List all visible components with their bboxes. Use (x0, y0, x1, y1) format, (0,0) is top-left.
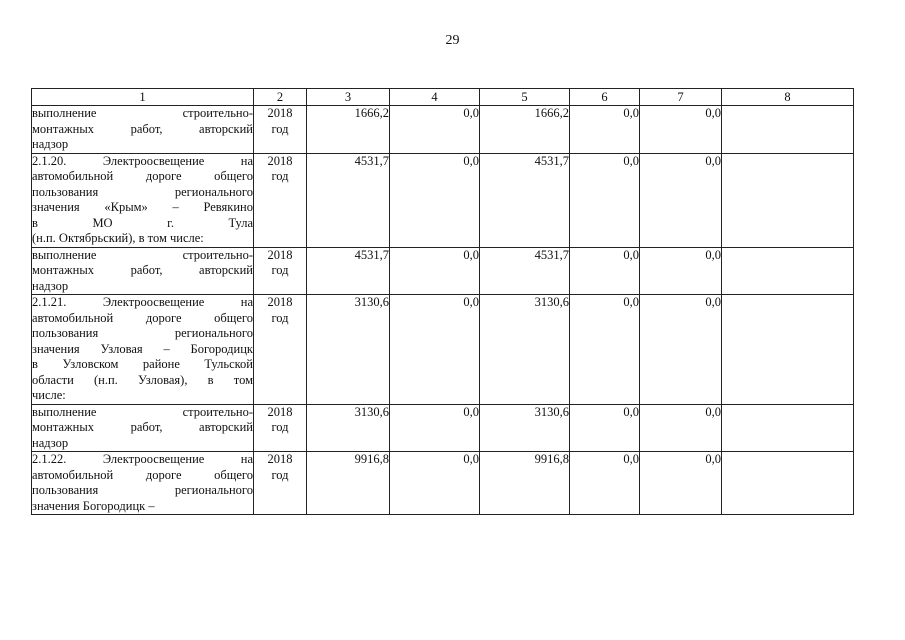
cell-c8 (722, 153, 854, 247)
year-line: год (271, 467, 289, 482)
cell-c6: 0,0 (570, 247, 640, 295)
description-line: монтажных работ, авторский (32, 420, 253, 434)
description-line: пользования регионального (32, 184, 253, 199)
row-year (254, 153, 307, 247)
description-line: пользования регионального (32, 326, 253, 340)
column-header-4: 4 (390, 89, 480, 106)
description-line: в МО г. Тула (32, 215, 253, 230)
row-year (254, 106, 307, 154)
description-line: выполнение строительно- (32, 106, 253, 120)
year-line: год (271, 169, 289, 183)
column-header-3: 3 (307, 89, 390, 106)
description-line: пользования регионального (32, 483, 253, 497)
cell-c7: 0,0 (640, 452, 722, 515)
description-line: значения «Крым» – Ревякино (32, 200, 253, 214)
page-number: 29 (445, 33, 460, 48)
table-row (32, 106, 854, 154)
description-line: выполнение строительно- (32, 404, 253, 419)
row-description (32, 247, 254, 295)
cell-c4: 0,0 (390, 404, 480, 452)
table-row (32, 295, 854, 405)
column-header-1: 1 (32, 89, 254, 106)
description-line: (н.п. Октябрьский), в том числе: (32, 231, 204, 245)
cell-c6: 0,0 (570, 404, 640, 452)
description-line: автомобильной дороге общего (32, 169, 253, 183)
column-header-2: 2 (254, 89, 307, 106)
description-line: числе: (32, 388, 66, 402)
description-line: в Узловском районе Тульской (32, 357, 253, 371)
row-description (32, 404, 254, 452)
row-description (32, 295, 254, 405)
description-line: области (н.п. Узловая), в том (32, 372, 253, 387)
cell-c6: 0,0 (570, 295, 640, 405)
cell-c8 (722, 295, 854, 405)
cell-c7: 0,0 (640, 153, 722, 247)
column-header-5: 5 (480, 89, 570, 106)
cell-c5: 4531,7 (480, 153, 570, 247)
year-line: год (271, 310, 289, 325)
cell-c7: 0,0 (640, 247, 722, 295)
description-line: надзор (32, 278, 69, 293)
description-line: надзор (32, 435, 69, 450)
cell-c5: 3130,6 (480, 404, 570, 452)
cell-c3: 1666,2 (307, 106, 390, 154)
cell-c8 (722, 404, 854, 452)
description-line: монтажных работ, авторский (32, 121, 253, 136)
cell-c4: 0,0 (390, 247, 480, 295)
row-description (32, 106, 254, 154)
table-row (32, 247, 854, 295)
row-year (254, 452, 307, 515)
year-line: 2018 (267, 247, 293, 262)
row-year (254, 247, 307, 295)
cell-c3: 4531,7 (307, 153, 390, 247)
year-line: год (271, 420, 289, 434)
description-line: 2.1.20. Электроосвещение на (32, 153, 253, 168)
cell-c5: 9916,8 (480, 452, 570, 515)
year-line: 2018 (267, 106, 293, 120)
description-line: автомобильной дороге общего (32, 467, 253, 482)
cell-c3: 4531,7 (307, 247, 390, 295)
cell-c8 (722, 247, 854, 295)
row-year (254, 295, 307, 405)
cell-c3: 9916,8 (307, 452, 390, 515)
year-line: год (271, 263, 289, 277)
description-line: надзор (32, 137, 69, 151)
year-line: 2018 (267, 404, 293, 419)
table-row (32, 452, 854, 515)
cell-c8 (722, 452, 854, 515)
cell-c4: 0,0 (390, 106, 480, 154)
cell-c6: 0,0 (570, 153, 640, 247)
cell-c5: 4531,7 (480, 247, 570, 295)
year-line: 2018 (267, 153, 293, 168)
description-line: монтажных работ, авторский (32, 263, 253, 277)
cell-c4: 0,0 (390, 153, 480, 247)
cell-c5: 3130,6 (480, 295, 570, 405)
budget-table (31, 88, 854, 515)
description-line: выполнение строительно- (32, 247, 253, 262)
column-header-8: 8 (722, 89, 854, 106)
row-description (32, 452, 254, 515)
year-line: 2018 (267, 295, 293, 309)
table-row (32, 404, 854, 452)
row-description (32, 153, 254, 247)
column-header-7: 7 (640, 89, 722, 106)
year-line: 2018 (267, 452, 293, 466)
cell-c6: 0,0 (570, 106, 640, 154)
cell-c6: 0,0 (570, 452, 640, 515)
row-year (254, 404, 307, 452)
description-line: автомобильной дороге общего (32, 310, 253, 325)
cell-c7: 0,0 (640, 106, 722, 154)
cell-c3: 3130,6 (307, 404, 390, 452)
cell-c7: 0,0 (640, 295, 722, 405)
description-line: значения Узловая – Богородицк (32, 341, 253, 356)
cell-c4: 0,0 (390, 452, 480, 515)
year-line: год (271, 121, 289, 136)
description-line: 2.1.21. Электроосвещение на (32, 295, 253, 309)
column-header-6: 6 (570, 89, 640, 106)
table-row (32, 153, 854, 247)
cell-c5: 1666,2 (480, 106, 570, 154)
description-line: значения Богородицк – (32, 498, 155, 513)
cell-c3: 3130,6 (307, 295, 390, 405)
column-number-row (32, 89, 854, 106)
cell-c8 (722, 106, 854, 154)
cell-c4: 0,0 (390, 295, 480, 405)
description-line: 2.1.22. Электроосвещение на (32, 452, 253, 466)
cell-c7: 0,0 (640, 404, 722, 452)
